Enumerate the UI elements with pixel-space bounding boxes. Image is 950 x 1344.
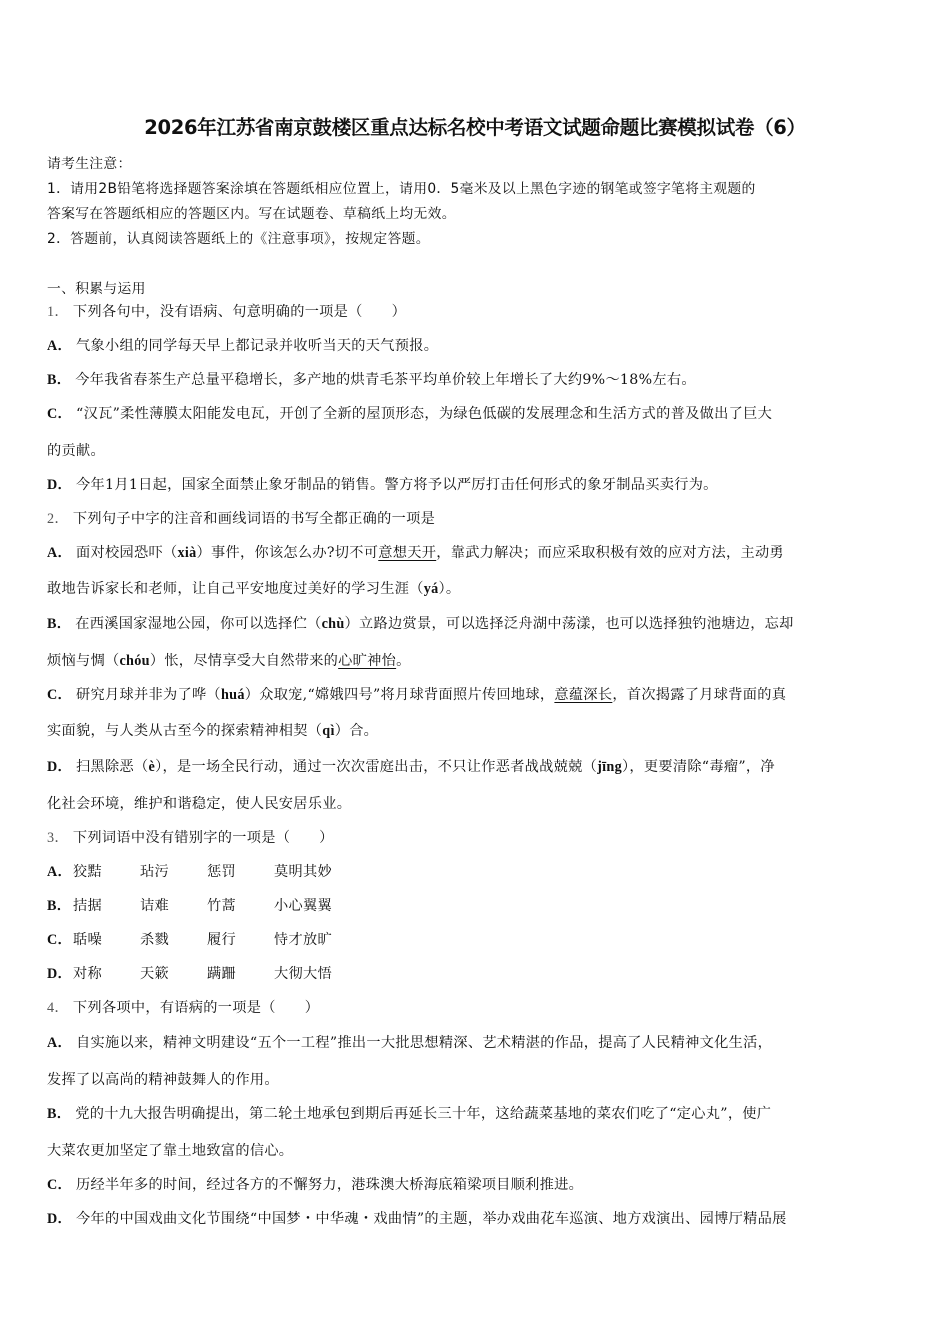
text: ）。 bbox=[438, 581, 461, 597]
question-2-stem bbox=[47, 508, 435, 528]
question-number: 3． bbox=[47, 830, 69, 846]
option-text: “汉瓦”柔性薄膜太阳能发电瓦，开创了全新的屋顶形态，为绿色低碳的发展理念和生活方式的普及做出了巨大 bbox=[76, 406, 773, 422]
word: 诘难 bbox=[140, 898, 169, 914]
question-text: 下列各句中，没有语病、句意明确的一项是（ ） bbox=[72, 304, 407, 320]
question-2-option-b-cont bbox=[47, 650, 411, 670]
question-2-option-d-cont: 化社会环境，维护和谐稳定，使人民安居乐业。 bbox=[47, 796, 352, 812]
underlined-word: 意蕴深长 bbox=[554, 687, 613, 703]
question-1-option-c bbox=[47, 403, 772, 423]
question-3-stem bbox=[47, 827, 334, 847]
text: ），是一场全民行动，通过一次次雷庭出击，不只让作恶者战战兢兢（ bbox=[155, 759, 598, 775]
question-text: 下列各项中，有语病的一项是（ ） bbox=[72, 1000, 320, 1016]
text: 扫黑除恶（ bbox=[76, 759, 149, 775]
text: ）众取宠,“嫦娥四号”将月球背面照片传回地球， bbox=[244, 687, 555, 703]
option-label: D． bbox=[47, 477, 73, 493]
option-label: B． bbox=[47, 616, 72, 632]
question-text: 下列词语中没有错别字的一项是（ ） bbox=[72, 830, 334, 846]
question-2-option-d bbox=[47, 756, 775, 776]
question-1-option-c-cont: 的贡献。 bbox=[47, 443, 105, 459]
option-text: 党的十九大报告明确提出，第二轮土地承包到期后再延长三十年，这给蔬菜基地的菜农们吃了“定心丸”，使广 bbox=[75, 1106, 772, 1122]
text: 烦恼与惆（ bbox=[47, 653, 120, 669]
option-label: B． bbox=[47, 372, 72, 388]
text: ）怅，尽情享受大自然带来的 bbox=[149, 653, 339, 669]
option-label: D． bbox=[47, 966, 73, 982]
text: ），更要清除“毒瘤”，净 bbox=[621, 759, 775, 775]
word: 竹蒿 bbox=[207, 898, 236, 914]
question-1-option-d bbox=[47, 474, 718, 494]
option-label: B． bbox=[47, 1106, 72, 1122]
notice-item-1-line-1: 1．请用2B铅笔将选择题答案涂填在答题纸相应位置上，请用0．5毫米及以上黑色字迹的钢笔或签字笔将主观题的 bbox=[47, 181, 756, 197]
question-2-option-b bbox=[47, 613, 794, 633]
word: 天簌 bbox=[140, 966, 169, 982]
underlined-word: 心旷神怡 bbox=[338, 653, 397, 669]
word: 惩罚 bbox=[207, 864, 236, 880]
question-number: 2． bbox=[47, 511, 69, 527]
option-text: 今年的中国戏曲文化节围绕“中国梦・中华魂・戏曲情”的主题，举办戏曲花车巡演、地方戏演出、园博厅精品展 bbox=[76, 1211, 787, 1227]
text: 敢地告诉家长和老师，让自己平安地度过美好的学习生涯（ bbox=[47, 581, 424, 597]
word: 履行 bbox=[207, 932, 236, 948]
section-heading: 一、积累与运用 bbox=[47, 281, 146, 297]
option-text: 历经半年多的时间，经过各方的不懈努力，港珠澳大桥海底箱梁项目顺利推进。 bbox=[76, 1177, 584, 1193]
question-4-option-c bbox=[47, 1174, 583, 1194]
word: 恃才放旷 bbox=[274, 932, 332, 948]
question-3-option-d bbox=[47, 963, 341, 983]
text: ，靠武力解决；而应采取积极有效的应对方法，主动勇 bbox=[436, 545, 784, 561]
question-2-option-a bbox=[47, 542, 784, 562]
word: 大彻大悟 bbox=[274, 966, 332, 982]
word: 玷污 bbox=[140, 864, 169, 880]
notice-item-1-line-2: 答案写在答题纸相应的答题区内。写在试题卷、草稿纸上均无效。 bbox=[47, 206, 456, 222]
question-2-option-c-cont bbox=[47, 720, 378, 740]
option-label: C． bbox=[47, 687, 73, 703]
question-1-stem bbox=[47, 301, 406, 321]
question-2-option-a-cont bbox=[47, 578, 460, 598]
option-label: B． bbox=[47, 898, 72, 914]
word: 杀戮 bbox=[140, 932, 169, 948]
question-3-option-b bbox=[47, 895, 341, 915]
option-label: A． bbox=[47, 864, 73, 880]
pinyin: xià bbox=[177, 545, 197, 561]
word: 狡黠 bbox=[73, 864, 102, 880]
text: 研究月球并非为了哗（ bbox=[76, 687, 221, 703]
question-3-option-c bbox=[47, 929, 341, 949]
question-1-option-a bbox=[47, 335, 438, 355]
question-3-option-a bbox=[47, 861, 341, 881]
option-text: 气象小组的同学每天早上都记录并收听当天的天气预报。 bbox=[76, 338, 439, 354]
question-4-stem bbox=[47, 997, 319, 1017]
pinyin: chù bbox=[321, 616, 345, 632]
notice-item-2: 2．答题前，认真阅读答题纸上的《注意事项》，按规定答题。 bbox=[47, 231, 430, 247]
option-text: 自实施以来，精神文明建设“五个一工程”推出一大批思想精深、艺术精湛的作品，提高了人民精神文化生活， bbox=[76, 1035, 773, 1051]
text: 在西溪国家湿地公园，你可以选择伫（ bbox=[75, 616, 322, 632]
word: 对称 bbox=[73, 966, 102, 982]
pinyin: qì bbox=[322, 723, 335, 739]
question-2-option-c bbox=[47, 684, 786, 704]
question-4-option-d bbox=[47, 1208, 787, 1228]
option-label: C． bbox=[47, 406, 73, 422]
text: ）合。 bbox=[334, 723, 379, 739]
option-label: D． bbox=[47, 759, 73, 775]
word: 蹒跚 bbox=[207, 966, 236, 982]
word: 小心翼翼 bbox=[274, 898, 332, 914]
question-4-option-b bbox=[47, 1103, 771, 1123]
question-1-option-b bbox=[47, 369, 696, 389]
page-title: 2026年江苏省南京鼓楼区重点达标名校中考语文试题命题比赛模拟试卷（6） bbox=[144, 116, 806, 139]
question-4-option-a-cont: 发挥了以高尚的精神鼓舞人的作用。 bbox=[47, 1072, 279, 1088]
pinyin: huá bbox=[220, 687, 245, 703]
option-label: D． bbox=[47, 1211, 73, 1227]
question-4-option-b-cont: 大菜农更加坚定了靠土地致富的信心。 bbox=[47, 1143, 294, 1159]
question-number: 4． bbox=[47, 1000, 69, 1016]
option-label: C． bbox=[47, 932, 73, 948]
question-number: 1． bbox=[47, 304, 69, 320]
notice-heading: 请考生注意： bbox=[47, 156, 132, 172]
text: ）立路边赏景，可以选择泛舟湖中荡漾，也可以选择独钓池塘边，忘却 bbox=[344, 616, 794, 632]
question-4-option-a bbox=[47, 1032, 772, 1052]
pinyin: chóu bbox=[119, 653, 150, 669]
text: ）事件，你该怎么办?切不可 bbox=[196, 545, 379, 561]
option-text: 今年1月1日起，国家全面禁止象牙制品的销售。警方将予以严厉打击任何形式的象牙制品买卖行为。 bbox=[76, 477, 718, 493]
option-text: 今年我省春茶生产总量平稳增长，多产地的烘青毛茶平均单价较上年增长了大约9%～18%左右。 bbox=[75, 372, 696, 388]
text: ，首次揭露了月球背面的真 bbox=[612, 687, 787, 703]
option-label: C． bbox=[47, 1177, 73, 1193]
text: 面对校园恐吓（ bbox=[76, 545, 178, 561]
option-label: A． bbox=[47, 545, 73, 561]
text: 实面貌，与人类从古至今的探索精神相契（ bbox=[47, 723, 323, 739]
option-label: A． bbox=[47, 1035, 73, 1051]
pinyin: è bbox=[148, 759, 156, 775]
underlined-word: 意想天开 bbox=[378, 545, 437, 561]
pinyin: jīng bbox=[597, 759, 622, 775]
pinyin: yá bbox=[423, 581, 439, 597]
word: 聒噪 bbox=[73, 932, 102, 948]
option-label: A． bbox=[47, 338, 73, 354]
question-text: 下列句子中字的注音和画线词语的书写全都正确的一项是 bbox=[72, 511, 436, 527]
text: 。 bbox=[396, 653, 411, 669]
word: 莫明其妙 bbox=[274, 864, 332, 880]
word: 拮据 bbox=[73, 898, 102, 914]
